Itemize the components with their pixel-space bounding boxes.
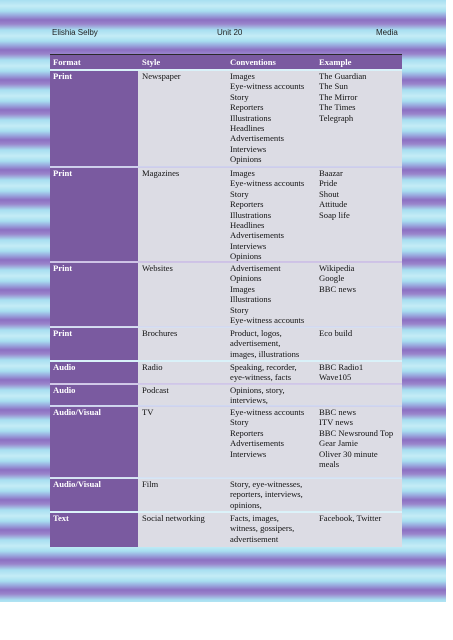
format-cell: Print	[50, 168, 138, 261]
example-item: BBC Newsround Top	[319, 427, 394, 438]
convention-item: witness, gossipers,	[230, 523, 295, 534]
conventions-cell	[226, 71, 315, 166]
table-row	[50, 405, 402, 477]
example-item: The Times	[319, 102, 356, 113]
example-cell	[315, 479, 402, 511]
format-cell: Text	[50, 513, 138, 547]
format-cell: Print	[50, 328, 138, 360]
convention-item: Headlines	[230, 220, 265, 231]
header-author: Elishia Selby	[52, 28, 98, 37]
convention-item: Speaking, recorder,	[230, 362, 297, 372]
example-item: The Guardian	[319, 71, 367, 81]
example-cell	[315, 362, 402, 383]
convention-item: Reporters	[230, 102, 264, 113]
convention-item: Illustrations	[230, 112, 272, 123]
convention-item: advertisement	[230, 533, 279, 544]
convention-item: Interviews	[230, 143, 267, 154]
convention-item: opinions,	[230, 499, 262, 510]
example-cell	[315, 263, 402, 326]
convention-item: Eye-witness accounts	[230, 315, 305, 326]
example-item: BBC news	[319, 283, 357, 294]
conventions-cell	[226, 328, 315, 360]
style-cell: Radio	[138, 362, 226, 383]
example-item: ITV news	[319, 417, 353, 428]
convention-item: Images	[230, 71, 255, 81]
column-header-conventions: Conventions	[230, 57, 276, 67]
convention-item: Reporters	[230, 427, 264, 438]
header-subject: Media	[376, 28, 398, 37]
example-item: Attitude	[319, 199, 348, 210]
convention-item: Interviews	[230, 240, 267, 251]
example-item: Shout	[319, 188, 340, 199]
table-row	[50, 166, 402, 261]
column-header-format: Format	[53, 57, 81, 67]
conventions-cell	[226, 362, 315, 383]
convention-item: Interviews	[230, 448, 267, 459]
convention-item: Advertisement	[230, 263, 281, 273]
style-cell: Websites	[138, 263, 226, 326]
example-cell	[315, 385, 402, 405]
conventions-cell	[226, 407, 315, 477]
convention-item: Advertisements	[230, 230, 284, 241]
example-cell	[315, 71, 402, 166]
convention-item: Images	[230, 168, 255, 178]
convention-item: Story	[230, 417, 249, 428]
convention-item: Illustrations	[230, 209, 272, 220]
example-item: BBC news	[319, 407, 357, 417]
style-cell: Film	[138, 479, 226, 511]
table-row	[50, 511, 402, 547]
format-cell: Print	[50, 263, 138, 326]
column-header-example: Example	[319, 57, 352, 67]
format-cell: Audio/Visual	[50, 479, 138, 511]
convention-item: Eye-witness accounts	[230, 407, 305, 417]
table-row	[50, 69, 402, 166]
convention-item: Product, logos,	[230, 328, 282, 338]
convention-item: Eye-witness accounts	[230, 81, 305, 92]
style-cell: Newspaper	[138, 71, 226, 166]
conventions-cell	[226, 513, 315, 547]
convention-item: Facts, images,	[230, 513, 279, 523]
convention-item: Illustrations	[230, 294, 272, 305]
example-item: Wikipedia	[319, 263, 355, 273]
convention-item: Opinions	[230, 251, 262, 262]
conventions-cell	[226, 385, 315, 405]
example-item: meals	[319, 459, 340, 470]
table-header-row	[50, 55, 402, 69]
example-item: Oliver 30 minute	[319, 448, 378, 459]
table-row	[50, 326, 402, 360]
example-item: Baazar	[319, 168, 343, 178]
convention-item: Story	[230, 188, 249, 199]
example-cell	[315, 328, 402, 360]
conventions-cell	[226, 263, 315, 326]
format-cell: Audio/Visual	[50, 407, 138, 477]
format-cell: Audio	[50, 362, 138, 383]
conventions-cell	[226, 479, 315, 511]
convention-item: Eye-witness accounts	[230, 178, 305, 189]
example-item: BBC Radio1	[319, 362, 364, 372]
example-item: Google	[319, 273, 345, 284]
example-item: The Mirror	[319, 91, 358, 102]
table-row	[50, 261, 402, 326]
convention-item: Opinions, story,	[230, 385, 285, 395]
convention-item: reporters, interviews,	[230, 489, 303, 500]
convention-item: Story	[230, 91, 249, 102]
convention-item: Reporters	[230, 199, 264, 210]
table-row	[50, 383, 402, 405]
example-cell	[315, 513, 402, 547]
convention-item: Advertisements	[230, 438, 284, 449]
table-row	[50, 360, 402, 383]
example-item: The Sun	[319, 81, 348, 92]
conventions-cell	[226, 168, 315, 261]
column-header-style: Style	[142, 57, 161, 67]
media-table	[50, 54, 402, 547]
convention-item: Story	[230, 304, 249, 315]
table-body	[50, 69, 402, 547]
convention-item: eye-witness, facts	[230, 372, 292, 383]
example-cell	[315, 407, 402, 477]
example-item: Eco build	[319, 328, 353, 338]
example-item: Telegraph	[319, 112, 354, 123]
format-cell: Audio	[50, 385, 138, 405]
convention-item: Opinions	[230, 273, 262, 284]
example-item: Soap life	[319, 209, 350, 220]
style-cell: Magazines	[138, 168, 226, 261]
example-item: Pride	[319, 178, 338, 189]
convention-item: advertisement,	[230, 338, 281, 349]
style-cell: TV	[138, 407, 226, 477]
convention-item: Story, eye-witnesses,	[230, 479, 303, 489]
header-unit: Unit 20	[217, 28, 243, 37]
example-item: Gear Jamie	[319, 438, 358, 449]
table-row	[50, 477, 402, 511]
convention-item: Images	[230, 283, 255, 294]
example-cell	[315, 168, 402, 261]
convention-item: interviews,	[230, 395, 268, 406]
convention-item: Advertisements	[230, 133, 284, 144]
example-item: Wave105	[319, 372, 352, 383]
style-cell: Brochures	[138, 328, 226, 360]
example-item: Facebook, Twitter	[319, 513, 382, 523]
format-cell: Print	[50, 71, 138, 166]
style-cell: Podcast	[138, 385, 226, 405]
convention-item: Opinions	[230, 154, 262, 165]
style-cell: Social networking	[138, 513, 226, 547]
convention-item: images, illustrations	[230, 348, 300, 359]
convention-item: Headlines	[230, 123, 265, 134]
